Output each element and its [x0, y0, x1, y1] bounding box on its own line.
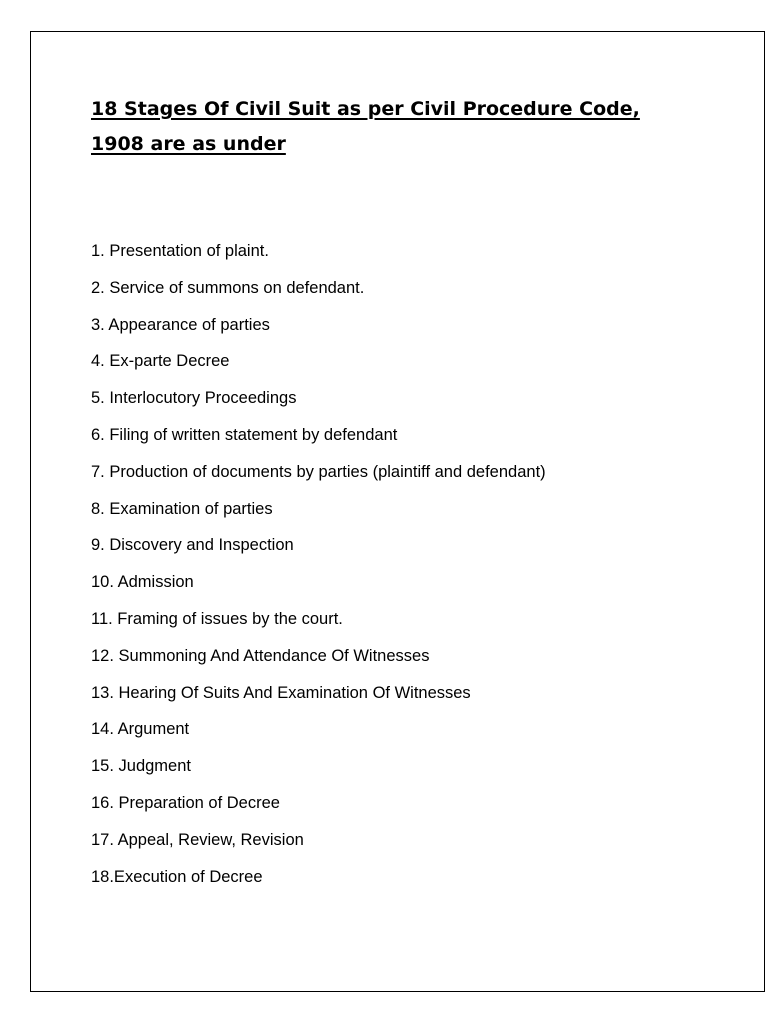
list-item: 11. Framing of issues by the court.: [91, 609, 343, 628]
list-item: 18.Execution of Decree: [91, 867, 263, 886]
list-item: 17. Appeal, Review, Revision: [91, 830, 304, 849]
list-item: 3. Appearance of parties: [91, 315, 270, 334]
list-item: 4. Ex-parte Decree: [91, 352, 230, 371]
list-item: 2. Service of summons on defendant.: [91, 278, 365, 297]
list-item: 6. Filing of written statement by defendant: [91, 425, 398, 444]
list-item: 7. Production of documents by parties (plaintiff and defendant): [91, 462, 546, 481]
list-item: 16. Preparation of Decree: [91, 793, 280, 812]
stages-list: [91, 233, 546, 895]
document-title: 18 Stages Of Civil Suit as per Civil Procedure Code, 1908 are as under: [91, 98, 640, 155]
list-item: 10. Admission: [91, 573, 194, 592]
list-item: 14. Argument: [91, 720, 190, 739]
list-item: 8. Examination of parties: [91, 499, 273, 518]
list-item: 15. Judgment: [91, 757, 191, 776]
list-item: 12. Summoning And Attendance Of Witnesses: [91, 646, 430, 665]
list-item: 1. Presentation of plaint.: [91, 242, 269, 260]
list-item: 9. Discovery and Inspection: [91, 536, 294, 555]
list-item: 5. Interlocutory Proceedings: [91, 389, 297, 408]
list-item: 13. Hearing Of Suits And Examination Of Witnesses: [91, 683, 471, 702]
document-page: [30, 31, 765, 992]
